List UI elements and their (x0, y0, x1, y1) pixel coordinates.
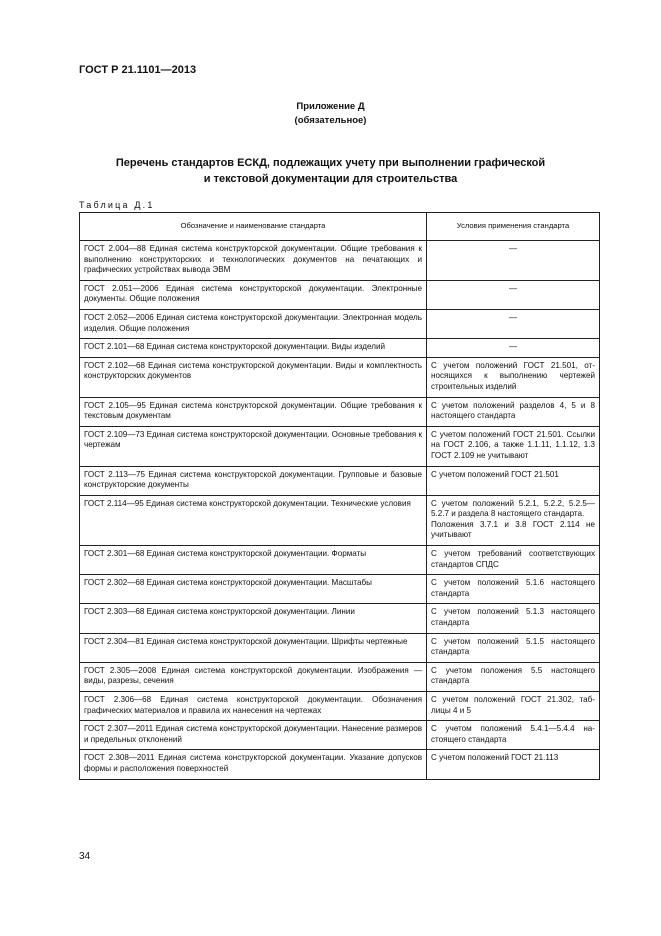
standard-cell: ГОСТ 2.102—68 Единая система конструкторской документации. Виды и комплектность конструкторских документов (80, 357, 427, 397)
condition-cell: С учетом положений 5.1.5 настоящего стандарта (427, 633, 600, 662)
table-row (80, 495, 600, 545)
appendix-note: (обязательное) (294, 115, 367, 126)
table-label: Таблица Д.1 (79, 200, 155, 210)
table-row (80, 466, 600, 495)
standard-cell: ГОСТ 2.304—81 Единая система конструкторской документации. Шрифты чертежные (80, 633, 427, 662)
condition-cell: С учетом положений ГОСТ 21.501, относящихся к выполнению чертежей строительных изделий (427, 357, 600, 397)
condition-cell: С учетом положений 5.1.3 настоящего стандарта (427, 604, 600, 633)
table-row (80, 309, 600, 338)
condition-cell: С учетом положений разделов 4, 5 и 8 настоящего стандарта (427, 397, 600, 426)
standard-cell: ГОСТ 2.302—68 Единая система конструкторской документации. Масштабы (80, 575, 427, 604)
condition-cell: — (427, 280, 600, 309)
table-row (80, 633, 600, 662)
condition-cell: С учетом положений ГОСТ 21.501. Ссылки на ГОСТ 2.106, а также 1.1.11, 1.1.12, 1.3 ГОСТ 2.109 не учитывают (427, 426, 600, 466)
condition-cell: С учетом положений 5.4.1—5.4.4 настоящего стандарта (427, 721, 600, 750)
appendix-title: Приложение Д (296, 101, 365, 112)
header-condition: Условия применения стандарта (427, 213, 600, 241)
condition-cell: С учетом положений 5.1.6 настоящего стандарта (427, 575, 600, 604)
standard-cell: ГОСТ 2.109—73 Единая система конструкторской документации. Основные требования к чертежам (80, 426, 427, 466)
condition-cell: — (427, 309, 600, 338)
condition-cell: С учетом положений 5.2.1, 5.2.2, 5.2.5—5.2.7 и раздела 8 настоящего стандарта. Положения 3.7.1 и 3.8 ГОСТ 2.114 не учитывают (427, 495, 600, 545)
standard-cell: ГОСТ 2.306—68 Единая система конструкторской документации. Обозначения графических материалов и правила их нанесения на чертежах (80, 692, 427, 721)
table-row (80, 575, 600, 604)
standard-cell: ГОСТ 2.114—95 Единая система конструкторской документации. Технические условия (80, 495, 427, 545)
page-number: 34 (79, 851, 91, 862)
table-row (80, 339, 600, 358)
section-title-line-2: и текстовой документации для строительства (203, 173, 458, 185)
standard-cell: ГОСТ 2.113—75 Единая система конструкторской документации. Групповые и базовые конструкторские документы (80, 466, 427, 495)
standard-cell: ГОСТ 2.301—68 Единая система конструкторской документации. Форматы (80, 546, 427, 575)
condition-cell: С учетом требований соответствующих стандартов СПДС (427, 546, 600, 575)
standard-cell: ГОСТ 2.004—88 Единая система конструкторской документации. Общие требования к выполнению конструкторских и технологических документов на печатающих и графических устройствах вывода ЭВМ (80, 241, 427, 281)
table-row (80, 357, 600, 397)
condition-cell: — (427, 339, 600, 358)
condition-cell: — (427, 241, 600, 281)
table-row (80, 692, 600, 721)
standard-cell: ГОСТ 2.305—2008 Единая система конструкторской документации. Изображения — виды, разрезы, сечения (80, 662, 427, 691)
standard-cell: ГОСТ 2.105—95 Единая система конструкторской документации. Общие требования к текстовым документам (80, 397, 427, 426)
section-title-line-1: Перечень стандартов ЕСКД, подлежащих учету при выполнении графической (115, 157, 546, 169)
table-row (80, 604, 600, 633)
table-row (80, 662, 600, 691)
standard-cell: ГОСТ 2.307—2011 Единая система конструкторской документации. Нанесение размеров и предельных отклонений (80, 721, 427, 750)
table-row (80, 397, 600, 426)
table-row (80, 241, 600, 281)
table-header-row (80, 213, 600, 241)
table-row (80, 426, 600, 466)
table-row (80, 750, 600, 779)
table-row (80, 721, 600, 750)
condition-cell: С учетом положений ГОСТ 21.113 (427, 750, 600, 779)
standard-cell: ГОСТ 2.308—2011 Единая система конструкторской документации. Указание допусков формы и расположения поверхностей (80, 750, 427, 779)
table-row (80, 280, 600, 309)
standard-cell: ГОСТ 2.303—68 Единая система конструкторской документации. Линии (80, 604, 427, 633)
condition-cell: С учетом положения 5.5 настоящего стандарта (427, 662, 600, 691)
standard-cell: ГОСТ 2.052—2006 Единая система конструкторской документации. Электронная модель изделия. Общие положения (80, 309, 427, 338)
table-row (80, 546, 600, 575)
header-standard: Обозначение и наименование стандарта (80, 213, 427, 241)
standards-table (79, 212, 600, 780)
standard-cell: ГОСТ 2.051—2006 Единая система конструкторской документации. Электронные документы. Общие положения (80, 280, 427, 309)
condition-cell: С учетом положений ГОСТ 21.501 (427, 466, 600, 495)
condition-cell: С учетом положений ГОСТ 21.302, таблицы 4 и 5 (427, 692, 600, 721)
standard-cell: ГОСТ 2.101—68 Единая система конструкторской документации. Виды изделий (80, 339, 427, 358)
document-header: ГОСТ Р 21.1101—2013 (79, 64, 197, 76)
